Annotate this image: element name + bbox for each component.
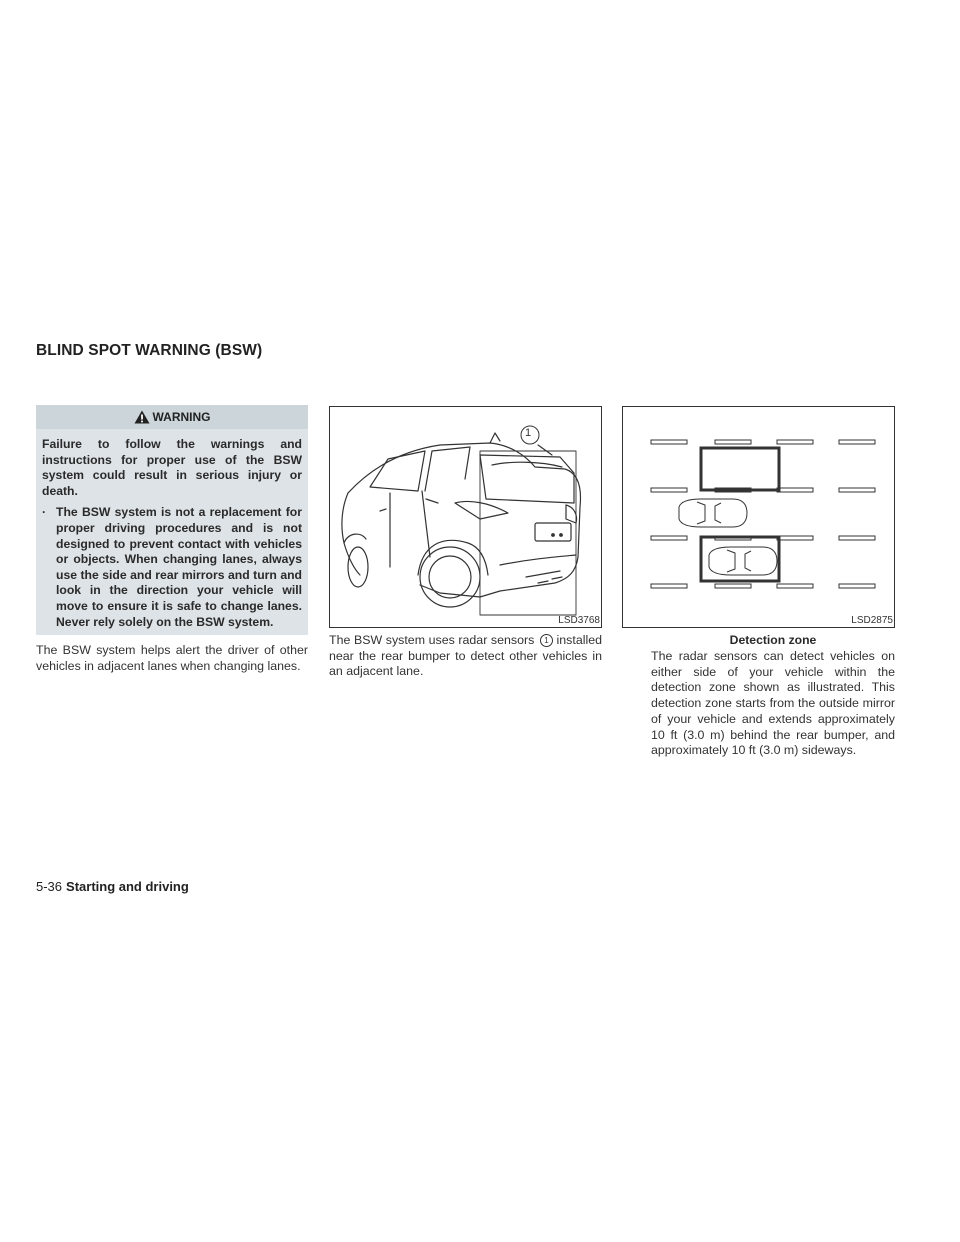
col2-paragraph: The BSW system uses radar sensors 1 installed near the rear bumper to detect other vehicles in an adjacent lane. bbox=[329, 633, 602, 679]
warning-list bbox=[42, 505, 302, 630]
warning-triangle-icon bbox=[134, 410, 150, 424]
figure-detection-zone bbox=[622, 406, 895, 628]
figure-code: LSD3768 bbox=[558, 615, 600, 626]
section-title: BLIND SPOT WARNING (BSW) bbox=[36, 342, 263, 359]
warning-lead: Failure to follow the warnings and instructions for proper use of the BSW system could result in serious injury or death. bbox=[42, 437, 302, 498]
callout-label: 1 bbox=[525, 427, 532, 439]
warning-label: WARNING bbox=[152, 410, 211, 424]
warning-header bbox=[36, 405, 308, 429]
ref-number-icon: 1 bbox=[540, 634, 553, 647]
col1-paragraph: The BSW system helps alert the driver of other vehicles in adjacent lanes when changing lanes. bbox=[36, 643, 308, 673]
warning-bullet: · The BSW system is not a replacement for proper driving procedures and is not designed to prevent contact with vehicles or objects. When changing lanes, always use the side and rear mirrors and turn and look in the direction your vehicle will move to ensure it is safe to change lanes. Never rely solely on the BSW system. bbox=[42, 505, 302, 629]
detection-zone-diagram bbox=[623, 407, 894, 627]
page-number: 5-36 bbox=[36, 879, 63, 894]
warning-box bbox=[36, 405, 308, 635]
chapter-title: Starting and driving bbox=[66, 879, 189, 894]
car-rear-illustration bbox=[330, 407, 601, 627]
page-footer bbox=[36, 879, 189, 894]
figure-caption: Detection zone bbox=[729, 633, 817, 647]
figure-rear-sensor bbox=[329, 406, 602, 628]
figure-code: LSD2875 bbox=[851, 615, 893, 626]
col3-paragraph: The radar sensors can detect vehicles on either side of your vehicle within the detection zone shown as illustrated. This detection zone starts from the outside mirror of your vehicle and extends approximately 10 ft (3.0 m) behind the rear bumper, and approximately 10 ft (3.0 m) sideways. bbox=[651, 649, 895, 758]
